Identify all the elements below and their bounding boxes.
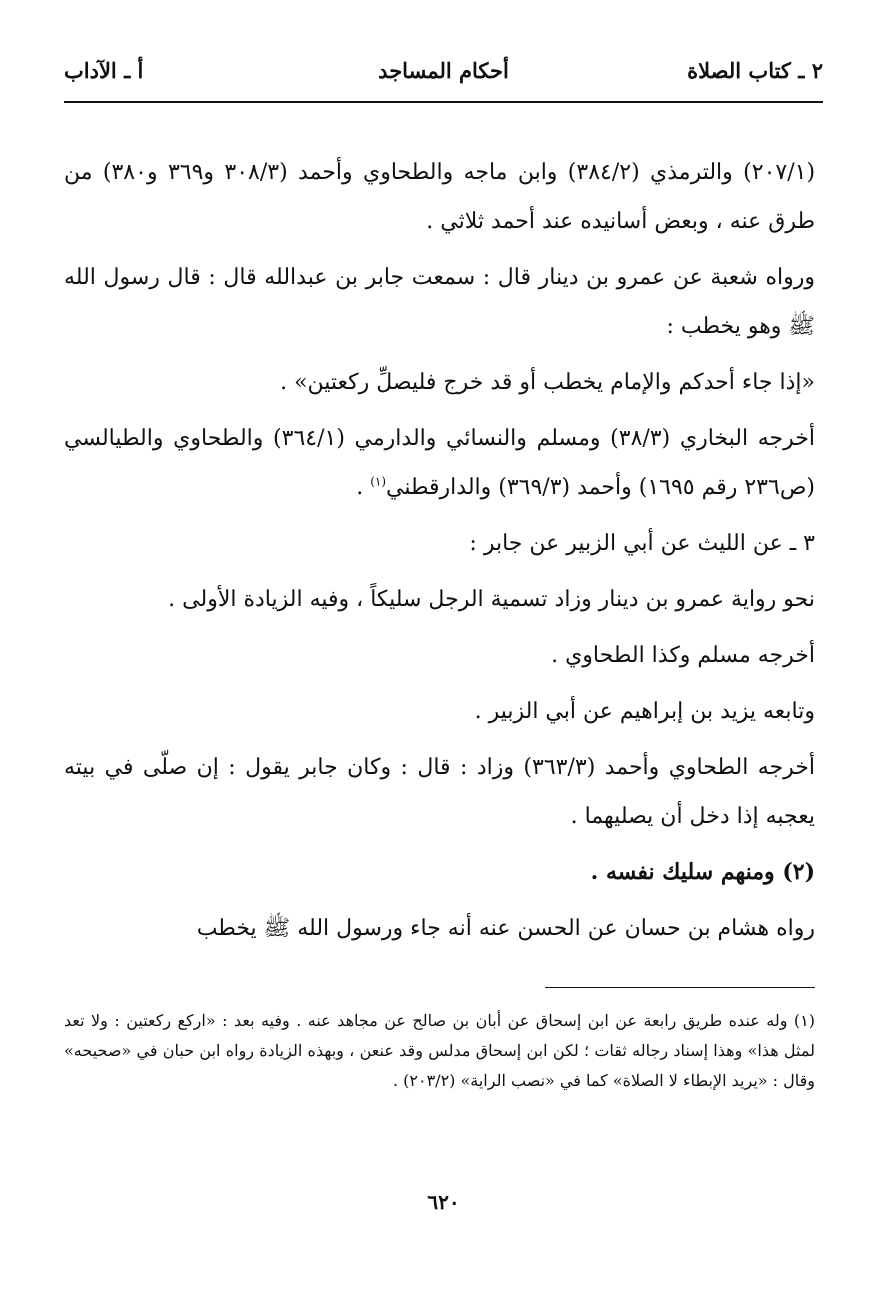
- footnote: [64, 1006, 815, 1096]
- header-divider: [64, 101, 823, 103]
- paragraph-7: أخرجه مسلم وكذا الطحاوي .: [551, 643, 815, 668]
- paragraph-2: ورواه شعبة عن عمرو بن دينار قال : سمعت جابر بن عبدالله قال : قال رسول الله ﷺ وهو يخطب :: [64, 265, 815, 339]
- page-number: ٦٢٠: [427, 1190, 460, 1214]
- paragraph-9: أخرجه الطحاوي وأحمد (٣٦٣/٣) وزاد : قال : وكان جابر يقول : إن صلّى في بيته يعجبه إذا دخل أن يصليهما .: [64, 755, 815, 829]
- paragraph-11: رواه هشام بن حسان عن الحسن عنه أنه جاء ورسول الله ﷺ يخطب: [196, 916, 815, 941]
- footnote-divider: [545, 987, 815, 988]
- header-title: أحكام المساجد: [378, 58, 509, 83]
- paragraph-8: وتابعه يزيد بن إبراهيم عن أبي الزبير .: [474, 699, 815, 724]
- paragraph-5: ٣ ـ عن الليث عن أبي الزبير عن جابر :: [469, 531, 815, 556]
- paragraph-1: (٢٠٧/١) والترمذي (٣٨٤/٢) وابن ماجه والطحاوي وأحمد (٣٠٨/٣ و٣٦٩ و٣٨٠) من طرق عنه ، وبعض أسانيده عند أحمد ثلاثي .: [64, 160, 816, 234]
- paragraph-4-text: أخرجه البخاري (٣٨/٣) ومسلم والنسائي والدارمي (٣٦٤/١) والطحاوي والطيالسي (ص٢٣٦ رقم ١٦٩٥) وأحمد (٣٦٩/٣) والدارقطني: [64, 426, 815, 500]
- running-header: [64, 58, 823, 94]
- paragraph-6: نحو رواية عمرو بن دينار وزاد تسمية الرجل سليكاً ، وفيه الزيادة الأولى .: [168, 587, 815, 612]
- paragraph-3: «إذا جاء أحدكم والإمام يخطب أو قد خرج فليصلِّ ركعتين» .: [280, 370, 815, 395]
- paragraph-10-heading: (٢) ومنهم سليك نفسه .: [590, 859, 815, 885]
- footnote-text: (١) وله عنده طريق رابعة عن ابن إسحاق عن أبان بن صالح عن مجاهد عنه . وفيه بعد : «اركع ركعتين : ولا تعد لمثل هذا» وهذا إسناد رجاله ثقات ؛ لكن ابن إسحاق مدلس وقد عنعن ، وبهذه الزيادة رواه ابن حبان في «صحيحه» وقال : «يريد الإبطاء لا الصلاة» كما في «نصب الراية» (٢٠٣/٢) .: [64, 1011, 815, 1090]
- paragraph-4-tail: .: [356, 475, 371, 500]
- footnote-marker[interactable]: (١): [370, 474, 387, 489]
- paragraph-4: [64, 414, 815, 512]
- header-chapter: ٢ ـ كتاب الصلاة: [687, 58, 823, 83]
- header-section: أ ـ الآداب: [64, 58, 144, 83]
- main-text: [64, 148, 815, 953]
